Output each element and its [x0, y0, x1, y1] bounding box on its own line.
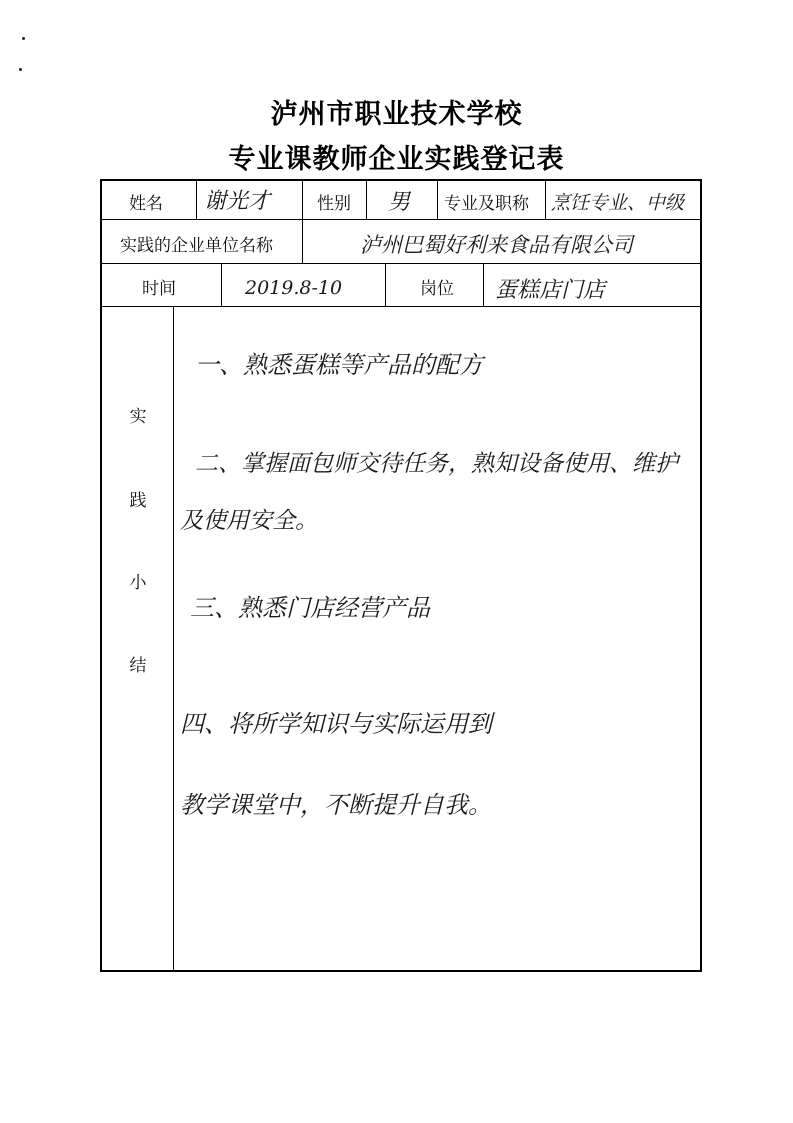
summary-line-1: 一、熟悉蛋糕等产品的配方 [195, 351, 483, 379]
col-divider-summary [173, 306, 174, 971]
col-divider-name [196, 179, 197, 219]
summary-line-2: 二、掌握面包师交待任务，熟知设备使用、维护 [195, 451, 678, 477]
time-value: 2019.8-10 [245, 277, 343, 299]
col-divider-time [221, 263, 222, 306]
row-divider-3 [100, 306, 702, 307]
summary-label-char-1: 实 [129, 407, 147, 427]
summary-line-6: 教学课堂中，不断提升自我。 [180, 791, 492, 819]
row-divider-2 [100, 263, 702, 264]
company-value: 泸州巴蜀好利来食品有限公司 [360, 233, 633, 257]
name-label: 姓名 [129, 194, 163, 214]
col-divider-major [545, 179, 546, 219]
name-value: 谢光才 [204, 189, 271, 214]
company-label: 实践的企业单位名称 [120, 236, 273, 256]
table-border-left [100, 179, 102, 972]
col-divider-name-value [302, 179, 303, 219]
post-label: 岗位 [420, 279, 454, 299]
col-divider-time-value [385, 263, 386, 306]
table-border-right [700, 179, 702, 972]
form-title: 专业课教师企业实践登记表 [228, 144, 565, 175]
summary-line-3: 及使用安全。 [180, 508, 318, 534]
summary-label-char-4: 结 [129, 656, 147, 676]
summary-line-4: 三、熟悉门店经营产品 [190, 594, 430, 622]
row-divider-1 [100, 219, 702, 220]
col-divider-gender [366, 179, 367, 219]
time-label: 时间 [142, 279, 176, 299]
summary-line-5: 四、将所学知识与实际运用到 [180, 710, 492, 738]
gender-label: 性别 [317, 194, 351, 214]
col-divider-gender-value [437, 179, 438, 219]
summary-label-char-3: 小 [129, 573, 147, 593]
table-border-bottom [100, 970, 702, 972]
major-value: 烹饪专业、中级 [551, 192, 685, 214]
summary-label-char-2: 践 [129, 491, 147, 511]
col-divider-company [302, 219, 303, 263]
post-value: 蛋糕店门店 [495, 278, 606, 303]
school-title: 泸州市职业技术学校 [270, 99, 523, 130]
major-label: 专业及职称 [444, 194, 529, 214]
gender-value: 男 [388, 190, 411, 215]
col-divider-post [483, 263, 484, 306]
table-border-top [100, 179, 702, 181]
